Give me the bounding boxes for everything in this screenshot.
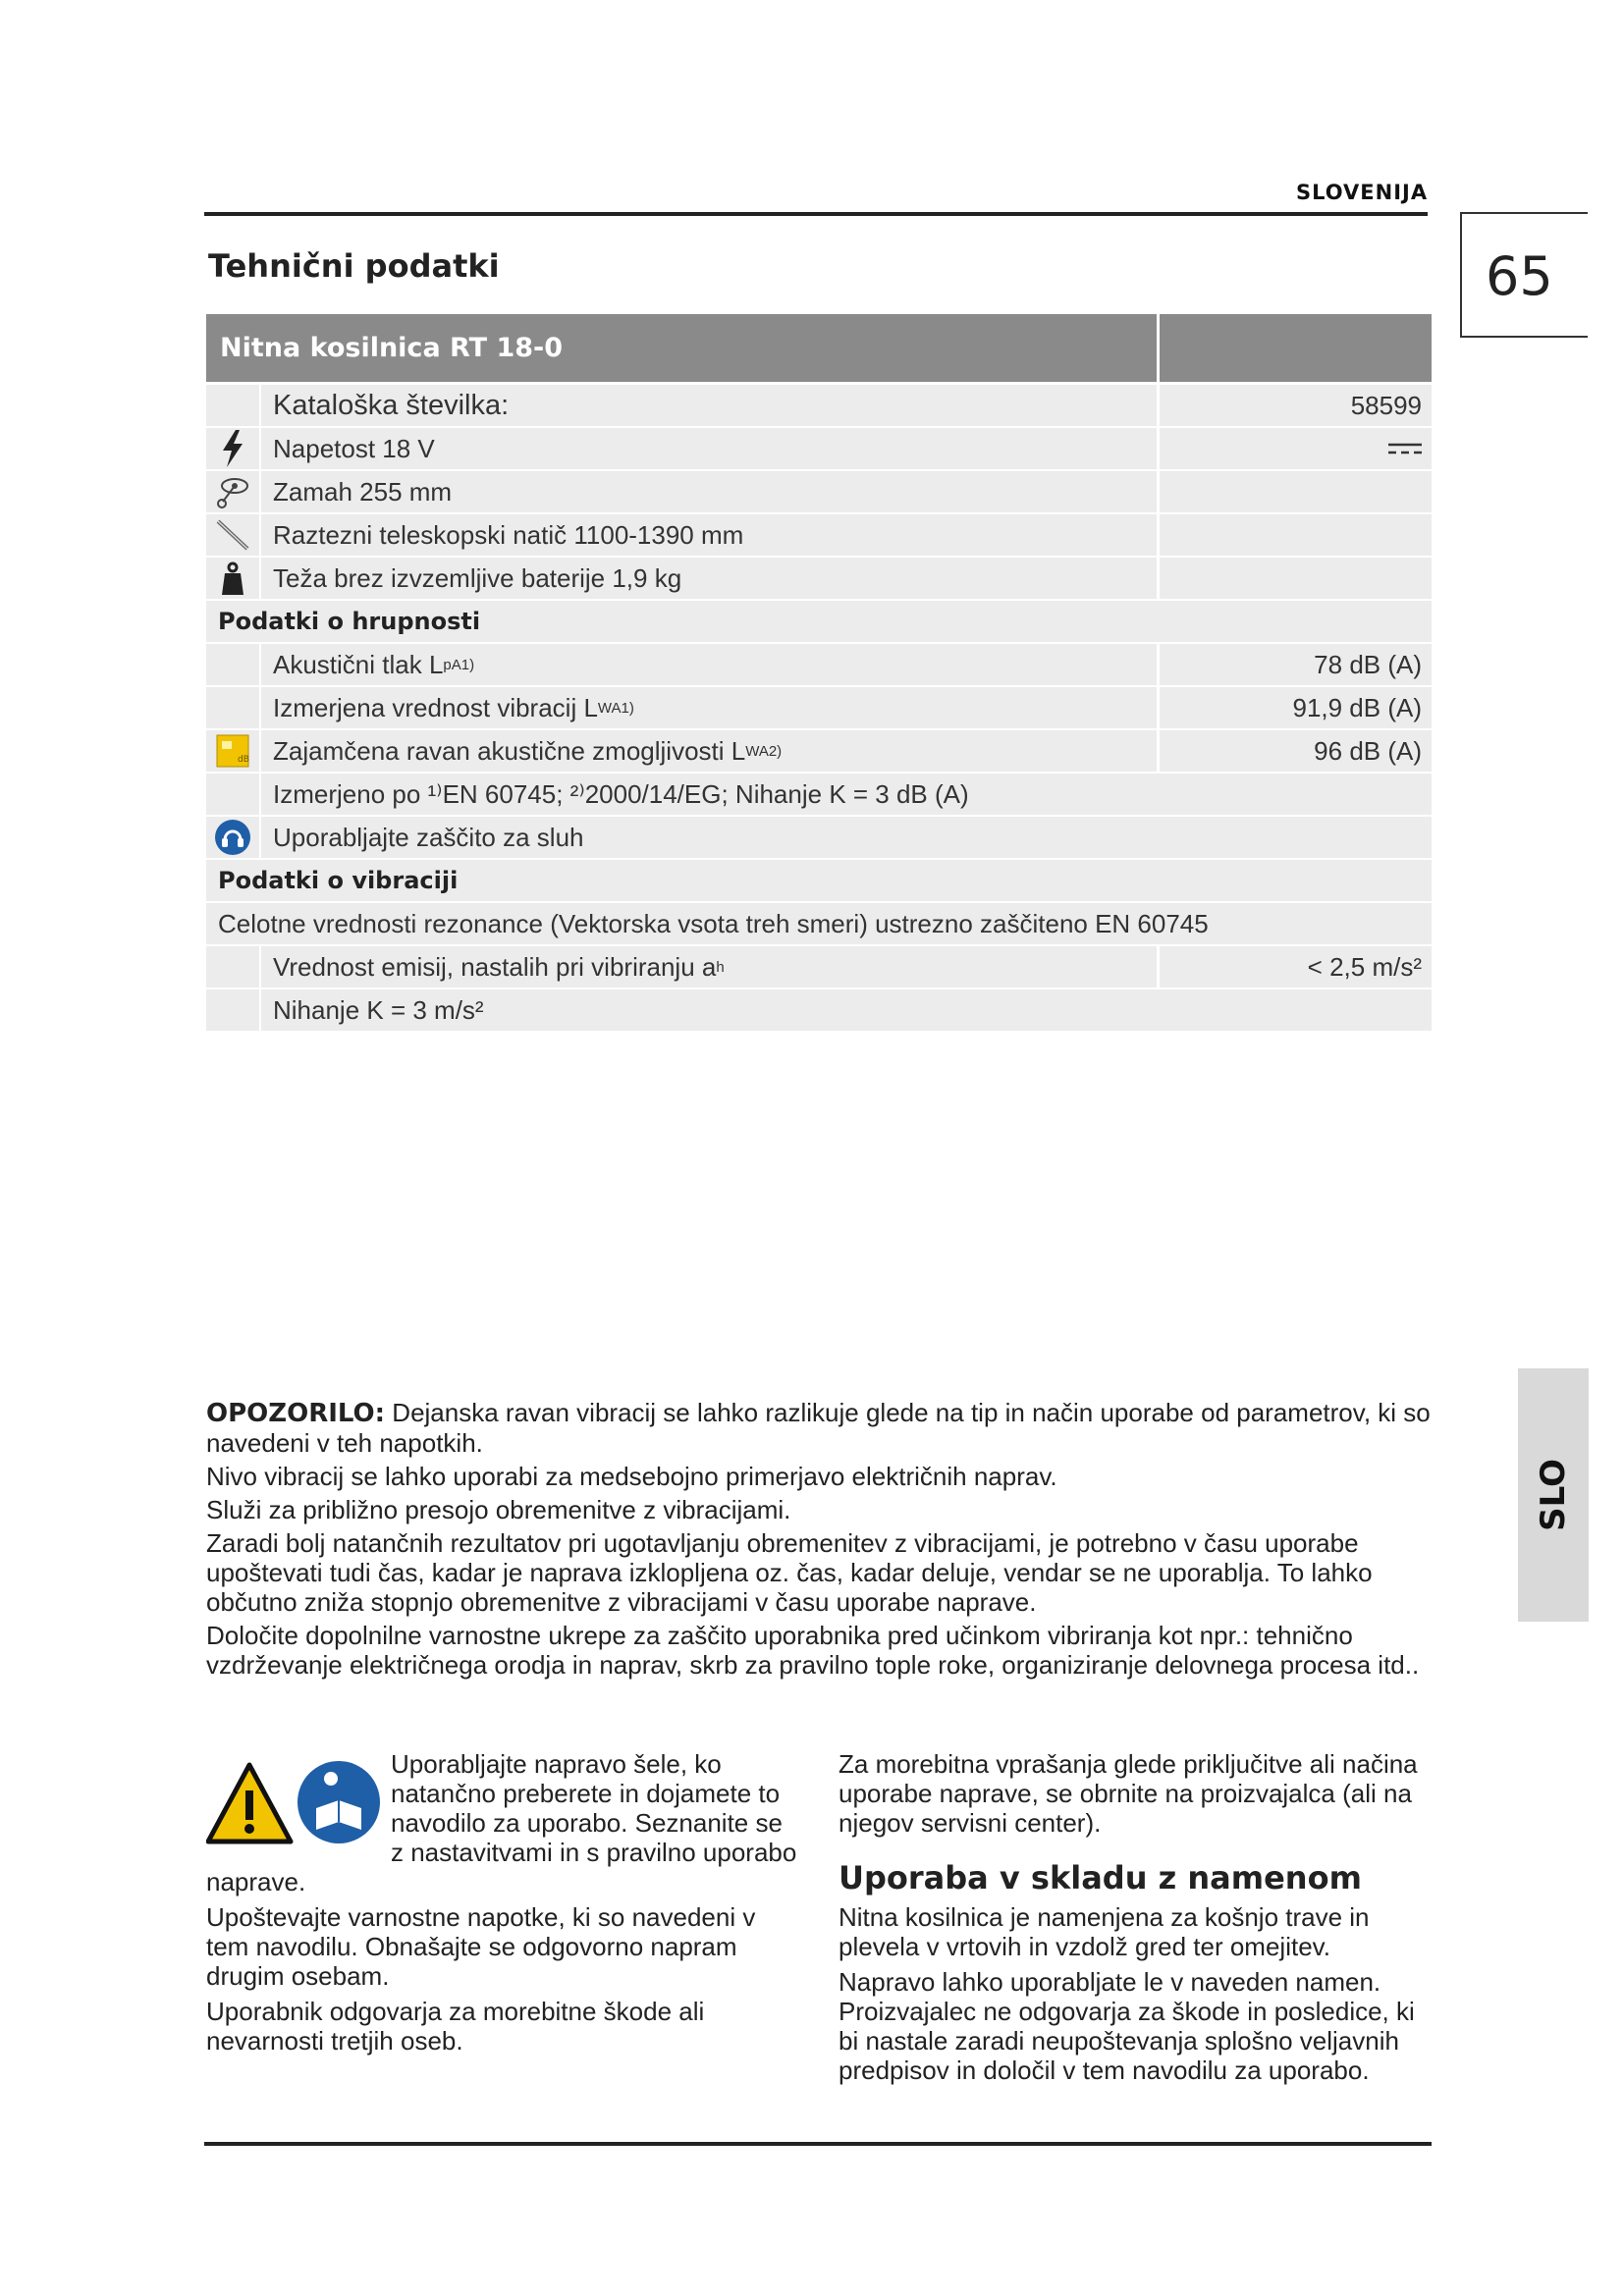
left-column [206, 1749, 801, 2061]
row-value: 78 dB (A) [1157, 644, 1432, 685]
table-row [206, 774, 1432, 817]
right-column [839, 1749, 1428, 2091]
cutting-width-icon [206, 471, 261, 512]
table-header-row [206, 314, 1432, 385]
vibration-section-title: Podatki o vibraciji [218, 867, 459, 894]
row-value: 91,9 dB (A) [1157, 687, 1432, 728]
table-row [206, 730, 1432, 774]
intended-use-heading: Uporaba v skladu z namenom [839, 1859, 1362, 1896]
table-row [206, 558, 1432, 601]
warning-triangle-icon [208, 1765, 291, 1842]
row-label: Zajamčena ravan akustične zmogljivosti L WA 2) [273, 735, 783, 766]
row-value: 96 dB (A) [1157, 730, 1432, 772]
safety-icons [206, 1757, 381, 1851]
weight-icon [206, 558, 261, 599]
vibration-section-row [206, 860, 1432, 903]
row-value: 58599 [1157, 385, 1432, 426]
row-label: Akustični tlak L pA 1) [273, 649, 475, 679]
table-row [206, 514, 1432, 558]
section-title: Tehnični podatki [208, 247, 500, 285]
lightning-icon [206, 428, 261, 469]
spec-table [206, 314, 1432, 1033]
paragraph: Nitna kosilnica je namenjena za košnjo trave in plevela v vrtovih in vzdolž gred ter omejitev. [839, 1902, 1370, 1961]
country-label: SLOVENIJA [1296, 181, 1429, 204]
noise-label-icon [206, 730, 261, 772]
table-row [206, 903, 1432, 946]
table-header-value-cell [1157, 314, 1432, 382]
read-manual-icon [298, 1761, 380, 1843]
paragraph: Uporabnik odgovarja za morebitne škode ali nevarnosti tretjih oseb. [206, 1997, 705, 2056]
warning-text: Določite dopolnilne varnostne ukrepe za zaščito uporabnika pred učinkom vibriranja kot npr.: tehnično vzdrževanje električnega orodja in naprav, skrb za pravilno tople roke, organiziranje delovnega procesa itd.. [206, 1621, 1420, 1680]
row-label: Raztezni teleskopski natič 1100-1390 mm [273, 519, 744, 550]
table-row [206, 428, 1432, 471]
table-row [206, 471, 1432, 514]
row-value: < 2,5 m/s² [1157, 946, 1432, 988]
warning-text: Zaradi bolj natančnih rezultatov pri ugotavljanju obremenitev z vibracijami, je potrebno v času uporabe upoštevati tudi čas, kadar je naprava izklopljena oz. čas, kadar deluje, vendar se ne uporablja. To lahko občutno zniža stopnjo obremenitve z vibracijami v času uporabe naprave. [206, 1528, 1373, 1617]
table-row [206, 687, 1432, 730]
noise-section-title: Podatki o hrupnosti [218, 608, 481, 635]
warning-text: Služi za približno presojo obremenitve z vibracijami. [206, 1495, 791, 1524]
ear-protection-icon [206, 817, 261, 858]
row-label: Teža brez izvzemljive baterije 1,9 kg [273, 562, 682, 593]
table-row [206, 989, 1432, 1033]
row-label: Napetost 18 V [273, 433, 435, 463]
table-row [206, 817, 1432, 860]
row-label: Zamah 255 mm [273, 476, 453, 507]
bottom-divider [204, 2142, 1432, 2146]
table-row [206, 946, 1432, 989]
row-label: Kataloška številka: [273, 389, 510, 421]
row-label: Celotne vrednosti rezonance (Vektorska vsota treh smeri) ustrezno zaščiteno EN 60745 [218, 908, 1209, 938]
table-title: Nitna kosilnica RT 18-0 [220, 333, 564, 363]
warning-text: Nivo vibracij se lahko uporabi za medsebojno primerjavo električnih naprav. [206, 1462, 1057, 1491]
paragraph: Napravo lahko uporabljate le v naveden namen. Proizvajalec ne odgovarja za škode in posledice, ki bi nastale zaradi neupoštevanja splošno veljavnih predpisov in določil v tem navodilu za uporabo. [839, 1967, 1415, 2085]
row-label: Vrednost emisij, nastalih pri vibriranju a h [273, 951, 725, 982]
dc-symbol [1157, 428, 1432, 469]
icon-cell [206, 385, 261, 426]
row-label: Izmerjeno po ¹⁾EN 60745; ²⁾2000/14/EG; Nihanje K = 3 dB (A) [273, 778, 969, 809]
top-divider [204, 212, 1428, 216]
paragraph: Upoštevajte varnostne napotke, ki so navedeni v tem navodilu. Obnašajte se odgovorno napram drugim osebam. [206, 1902, 756, 1991]
table-row [206, 385, 1432, 428]
row-label: Nihanje K = 3 m/s² [273, 994, 484, 1025]
row-label: Izmerjena vrednost vibracij L WA 1) [273, 692, 634, 722]
table-row [206, 644, 1432, 687]
page-number: 65 [1486, 245, 1553, 307]
paragraph: Za morebitna vprašanja glede priključitve ali načina uporabe naprave, se obrnite na proizvajalca (ali na njegov servisni center). [839, 1749, 1418, 1838]
language-side-tab-label: SLO [1534, 1459, 1573, 1531]
paragraph: Uporabljajte napravo šele, ko natančno preberete in dojamete to navodilo za uporabo. Seznanite se z nastavitvami in s pravilno uporabo naprave. [206, 1749, 797, 1896]
telescopic-handle-icon [206, 514, 261, 556]
warning-text: Dejanska ravan vibracij se lahko razlikuje glede na tip in način uporabe od parametrov, ki so navedeni v teh napotkih. [206, 1398, 1431, 1458]
warning-lead: OPOZORILO: [206, 1399, 386, 1428]
noise-section-row [206, 601, 1432, 644]
row-label: Uporabljajte zaščito za sluh [273, 822, 584, 852]
vibration-warning [206, 1398, 1434, 1683]
svg-text:dB: dB [238, 755, 249, 765]
